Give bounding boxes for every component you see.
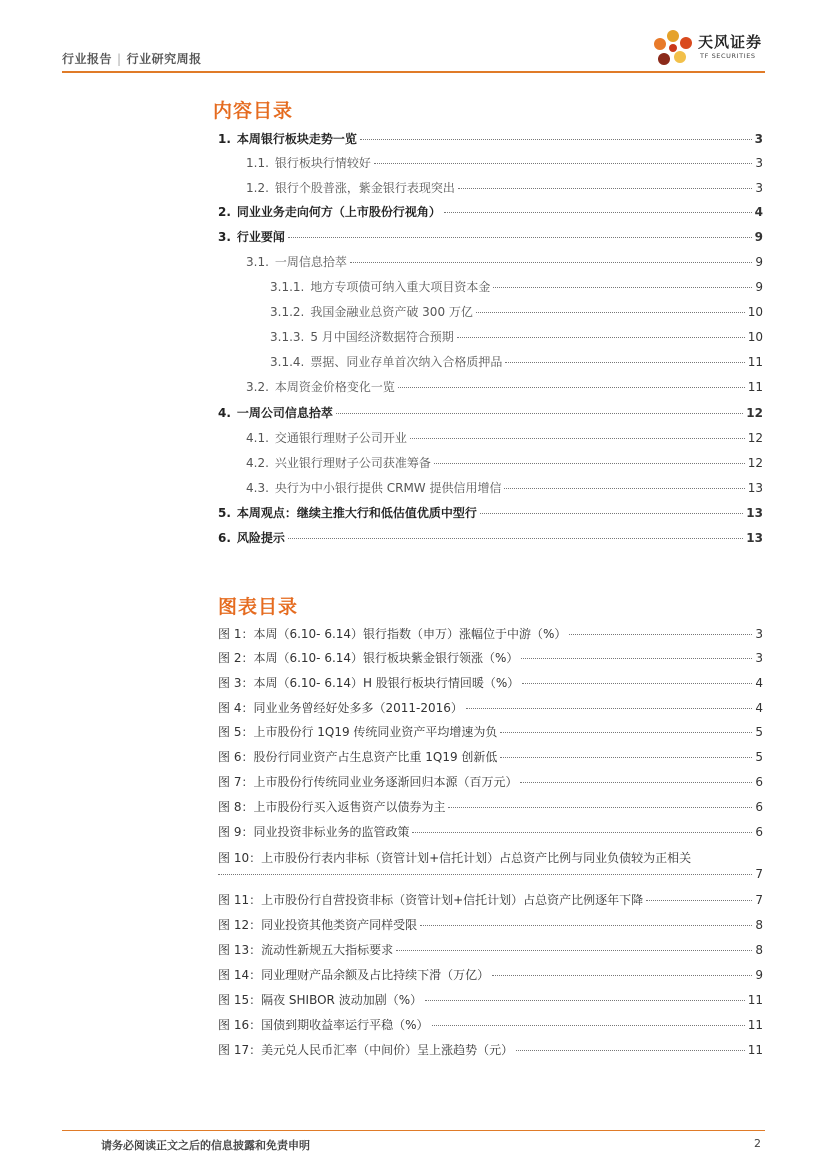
toc-entry-number: 3.1.3. — [270, 330, 305, 344]
toc-entry-page: 3 — [755, 181, 763, 195]
dot-leader — [444, 212, 752, 213]
figure-entry[interactable] — [218, 892, 763, 908]
figure-entry-text: 图 11：上市股份行自营投资非标（资管计划+信托计划）占总资产比例逐年下降 — [218, 893, 644, 907]
toc-entry-text: 交通银行理财子公司开业 — [274, 431, 407, 445]
figure-entry-page: 9 — [755, 968, 763, 982]
toc-entry-text: 地方专项债可纳入重大项目资本金 — [310, 280, 491, 294]
figure-entry-text: 图 6：股份行同业资产占生息资产比重 1Q19 创新低 — [218, 750, 498, 764]
toc-entry-text: 行业要闻 — [236, 230, 285, 244]
toc-entry-page: 3 — [754, 132, 763, 146]
toc-entry-number: 1. — [218, 132, 231, 146]
figure-entry-page: 3 — [755, 627, 763, 641]
toc-entry[interactable] — [218, 204, 763, 220]
toc-entry-number: 5. — [218, 506, 231, 520]
toc-entry-text: 我国金融业总资产破 300 万亿 — [310, 305, 473, 319]
toc-entry[interactable] — [270, 304, 763, 320]
figure-entry-page: 3 — [755, 651, 763, 665]
figure-entry-text: 图 17：美元兑人民币汇率（中间价）呈上涨趋势（元） — [218, 1043, 514, 1057]
dot-leader — [522, 683, 752, 684]
dot-leader — [218, 874, 752, 875]
toc-entry-page: 13 — [746, 531, 763, 545]
figure-entry[interactable] — [218, 749, 763, 765]
figure-entry[interactable] — [218, 967, 763, 983]
figure-list-title: 图表目录 — [218, 596, 299, 618]
toc-entry-page: 10 — [747, 330, 763, 344]
toc-entry[interactable] — [246, 379, 763, 395]
toc-entry[interactable] — [246, 455, 763, 471]
dot-leader — [425, 1000, 745, 1001]
figure-entry-page: 6 — [755, 800, 763, 814]
toc-entry-number: 4.3. — [246, 481, 269, 495]
toc-entry-number: 6. — [218, 531, 231, 545]
dot-leader — [398, 387, 745, 388]
logo-name: 天风证券 — [698, 33, 763, 51]
figure-entry-page: 11 — [747, 1018, 763, 1032]
footer-disclaimer: 请务必阅读正文之后的信息披露和免责申明 — [101, 1139, 310, 1152]
toc-entry-text: 银行个股普涨，紫金银行表现突出 — [274, 181, 455, 195]
figure-entry[interactable] — [218, 942, 763, 958]
figure-entry[interactable] — [218, 724, 763, 740]
toc-entry-number: 3.1.2. — [270, 305, 305, 319]
toc-entry-page: 11 — [747, 355, 763, 369]
header-separator: | — [117, 52, 122, 66]
figure-entry[interactable] — [218, 992, 763, 1008]
figure-entry[interactable] — [218, 626, 763, 642]
toc-title: 内容目录 — [213, 100, 294, 122]
dot-leader — [480, 513, 743, 514]
toc-entry[interactable] — [246, 180, 763, 196]
figure-entry-page: 6 — [755, 775, 763, 789]
toc-entry-number: 4. — [218, 406, 231, 420]
toc-entry-text: 一周信息拾萃 — [274, 255, 347, 269]
toc-entry-page: 12 — [746, 406, 763, 420]
header-divider — [62, 71, 765, 73]
dot-leader — [500, 757, 752, 758]
figure-entry[interactable] — [218, 774, 763, 790]
figure-entry-text: 图 7：上市股份行传统同业业务逐渐回归本源（百万元） — [218, 775, 518, 789]
footer-divider — [62, 1130, 765, 1131]
dot-leader — [432, 1025, 745, 1026]
toc-entry-number: 3. — [218, 230, 231, 244]
dot-leader — [412, 832, 752, 833]
toc-entry-text: 本周观点：继续主推大行和低估值优质中型行 — [236, 506, 477, 520]
figure-entry[interactable] — [218, 650, 763, 666]
toc-entry-text: 5 月中国经济数据符合预期 — [310, 330, 454, 344]
toc-entry-text: 同业业务走向何方（上市股份行视角） — [236, 205, 441, 219]
toc-entry-number: 1.1. — [246, 156, 269, 170]
dot-leader — [360, 139, 752, 140]
figure-entry-text: 图 3：本周（6.10- 6.14）H 股银行板块行情回暖（%） — [218, 676, 520, 690]
figure-entry[interactable] — [218, 799, 763, 815]
figure-entry-text: 图 8：上市股份行买入返售资产以债券为主 — [218, 800, 446, 814]
figure-entry-page: 8 — [755, 943, 763, 957]
toc-entry-text: 兴业银行理财子公司获准筹备 — [274, 456, 431, 470]
toc-entry-number: 2. — [218, 205, 231, 219]
dot-leader — [504, 488, 744, 489]
figure-entry-page: 7 — [755, 867, 763, 881]
dot-leader — [288, 538, 743, 539]
figure-entry-text: 图 15：隔夜 SHIBOR 波动加剧（%） — [218, 993, 423, 1007]
figure-entry-page: 8 — [755, 918, 763, 932]
figure-entry-text: 图 9：同业投资非标业务的监管政策 — [218, 825, 410, 839]
toc-entry[interactable] — [270, 279, 763, 295]
category-label: 行业报告 — [62, 52, 113, 66]
toc-entry[interactable] — [246, 155, 763, 171]
dot-leader — [448, 807, 752, 808]
figure-entry[interactable] — [218, 850, 763, 882]
subcategory-label: 行业研究周报 — [126, 52, 202, 66]
figure-entry-page: 6 — [755, 825, 763, 839]
toc-entry-page: 9 — [754, 230, 763, 244]
toc-entry[interactable] — [218, 131, 763, 147]
figure-entry-text: 图 12：同业投资其他类资产同样受限 — [218, 918, 418, 932]
toc-entry[interactable] — [246, 254, 763, 270]
toc-entry-page: 12 — [747, 431, 763, 445]
toc-entry[interactable] — [218, 229, 763, 245]
dot-leader — [492, 975, 752, 976]
dot-leader — [520, 782, 752, 783]
dot-leader — [374, 163, 752, 164]
figure-entry[interactable] — [218, 1042, 763, 1058]
toc-entry-text: 央行为中小银行提供 CRMW 提供信用增信 — [274, 481, 502, 495]
figure-entry-text: 图 14：同业理财产品余额及占比持续下滑（万亿） — [218, 968, 490, 982]
figure-entry[interactable] — [218, 917, 763, 933]
figure-entry-text: 图 1：本周（6.10- 6.14）银行指数（申万）涨幅位于中游（%） — [218, 627, 567, 641]
toc-entry-page: 9 — [755, 280, 763, 294]
toc-entry[interactable] — [218, 505, 763, 521]
figure-entry-text: 图 2：本周（6.10- 6.14）银行板块紫金银行领涨（%） — [218, 651, 519, 665]
toc-entry[interactable] — [270, 329, 763, 345]
company-logo — [650, 28, 770, 68]
toc-entry[interactable] — [246, 430, 763, 446]
dot-leader — [336, 413, 743, 414]
toc-entry-page: 13 — [746, 506, 763, 520]
dot-leader — [569, 634, 752, 635]
dot-leader — [434, 463, 745, 464]
toc-entry-number: 3.1. — [246, 255, 269, 269]
figure-entry-page: 7 — [755, 893, 763, 907]
dot-leader — [466, 708, 753, 709]
toc-entry-text: 本周银行板块走势一览 — [236, 132, 357, 146]
figure-entry-text: 图 13：流动性新规五大指标要求 — [218, 943, 394, 957]
figure-entry[interactable] — [218, 824, 763, 840]
toc-entry[interactable] — [218, 405, 763, 421]
dot-leader — [505, 362, 744, 363]
toc-entry-text: 一周公司信息拾萃 — [236, 406, 333, 420]
figure-entry-page: 5 — [755, 750, 763, 764]
dot-leader — [410, 438, 745, 439]
toc-entry-page: 10 — [747, 305, 763, 319]
dot-leader — [457, 337, 745, 338]
logo-flower-icon — [650, 28, 696, 70]
toc-entry-number: 1.2. — [246, 181, 269, 195]
toc-entry-text: 风险提示 — [236, 531, 285, 545]
toc-entry[interactable] — [270, 354, 763, 370]
toc-entry-number: 4.2. — [246, 456, 269, 470]
dot-leader — [458, 188, 752, 189]
toc-entry-text: 本周资金价格变化一览 — [274, 380, 395, 394]
figure-entry-page: 11 — [747, 993, 763, 1007]
toc-entry[interactable] — [246, 480, 763, 496]
toc-entry-page: 13 — [747, 481, 763, 495]
toc-entry-text: 银行板块行情较好 — [274, 156, 371, 170]
figure-entry-page: 4 — [755, 676, 763, 690]
figure-entry-page: 4 — [755, 701, 763, 715]
dot-leader — [396, 950, 752, 951]
toc-entry-number: 3.2. — [246, 380, 269, 394]
figure-entry-text: 图 16：国债到期收益率运行平稳（%） — [218, 1018, 429, 1032]
toc-entry-number: 3.1.1. — [270, 280, 305, 294]
toc-entry-page: 4 — [754, 205, 763, 219]
dot-leader — [646, 900, 752, 901]
toc-entry-page: 3 — [755, 156, 763, 170]
dot-leader — [521, 658, 752, 659]
figure-entry-page: 5 — [755, 725, 763, 739]
dot-leader — [288, 237, 752, 238]
toc-entry-number: 4.1. — [246, 431, 269, 445]
page-number: 2 — [754, 1137, 761, 1150]
toc-entry-page: 11 — [747, 380, 763, 394]
figure-entry-text: 图 5：上市股份行 1Q19 传统同业资产平均增速为负 — [218, 725, 498, 739]
dot-leader — [493, 287, 752, 288]
toc-entry-text: 票据、同业存单首次纳入合格质押品 — [310, 355, 503, 369]
dot-leader — [516, 1050, 745, 1051]
dot-leader — [476, 312, 745, 313]
figure-entry[interactable] — [218, 675, 763, 691]
logo-subtitle: TF SECURITIES — [700, 52, 756, 60]
toc-entry-page: 12 — [747, 456, 763, 470]
figure-entry-text: 图 10：上市股份行表内非标（资管计划+信托计划）占总资产比例与同业负债较为正相关 — [218, 851, 692, 865]
dot-leader — [500, 732, 752, 733]
figure-entry-page: 11 — [747, 1043, 763, 1057]
toc-entry-page: 9 — [755, 255, 763, 269]
figure-entry-text: 图 4：同业业务曾经好处多多（2011-2016） — [218, 701, 463, 715]
toc-entry[interactable] — [218, 530, 763, 546]
dot-leader — [350, 262, 752, 263]
toc-entry-number: 3.1.4. — [270, 355, 305, 369]
figure-entry[interactable] — [218, 1017, 763, 1033]
report-category — [62, 50, 202, 67]
dot-leader — [420, 925, 752, 926]
figure-entry[interactable] — [218, 700, 763, 716]
